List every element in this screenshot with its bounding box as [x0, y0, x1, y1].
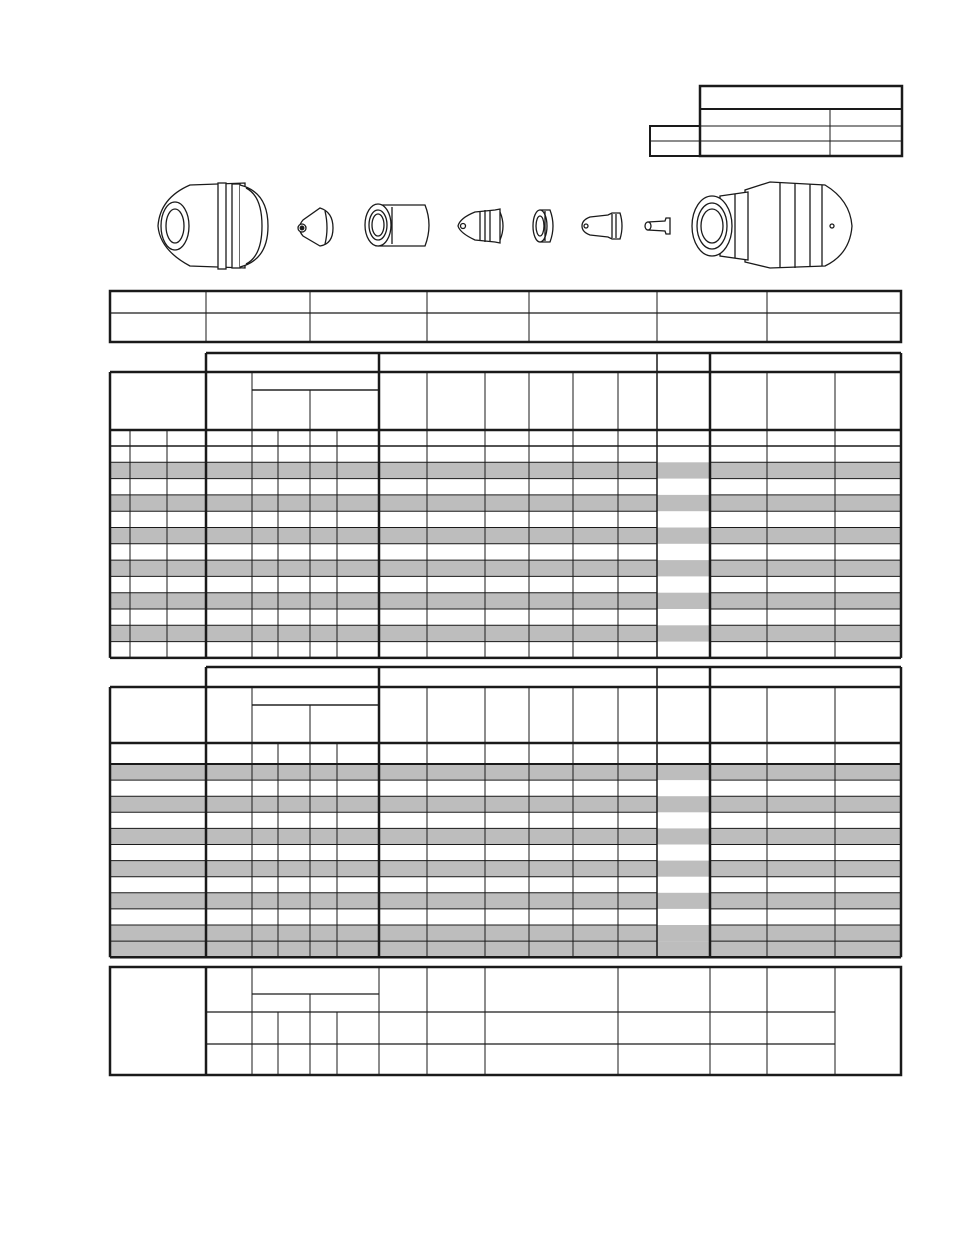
- nozzle-icon: [458, 209, 503, 243]
- table-row-shade: [110, 593, 901, 609]
- table-row-shade: [110, 495, 901, 511]
- table-row-shade: [110, 560, 901, 576]
- table-row-shade: [110, 764, 901, 780]
- table-row-shade: [110, 796, 901, 812]
- header-info-table: [650, 86, 902, 156]
- table-row-shade: [110, 528, 901, 544]
- bevel-settings-table: [110, 967, 901, 1075]
- table-row-shade: [110, 462, 901, 478]
- table-row-shade: [110, 893, 901, 909]
- table-row-shade: [110, 925, 901, 941]
- cut-chart-table-2: [110, 667, 901, 957]
- consumables-illustration: [158, 182, 852, 269]
- row-shading-layer: [110, 462, 901, 957]
- table-row-shade: [110, 828, 901, 844]
- torch-body-icon: [692, 182, 852, 268]
- swirl-ring-icon: [533, 210, 553, 242]
- table-row-shade: [110, 861, 901, 877]
- part-numbers-table: [110, 291, 901, 342]
- table-row-shade: [110, 625, 901, 641]
- table-row-shade: [110, 941, 901, 957]
- retaining-cap-icon: [365, 204, 429, 246]
- electrode-icon: [582, 213, 622, 239]
- water-tube-icon: [645, 218, 670, 234]
- nozzle-retaining-cap-icon: [298, 208, 333, 246]
- shield-icon: [158, 183, 268, 269]
